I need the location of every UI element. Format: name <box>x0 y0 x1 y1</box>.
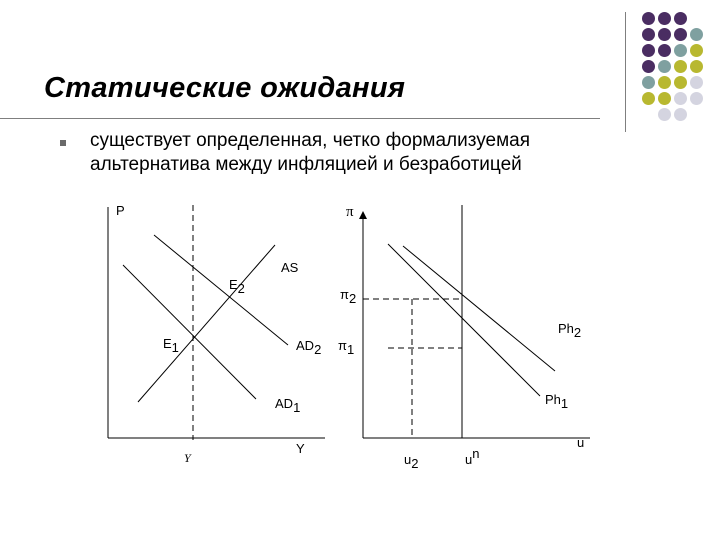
as-curve <box>138 245 275 402</box>
right-y-label: π <box>346 204 354 220</box>
as-label: AS <box>281 260 299 275</box>
u2-label: u2 <box>404 452 419 471</box>
pi1-label: π1 <box>338 338 355 357</box>
ad2-label: AD2 <box>296 338 322 357</box>
pi2-label: π2 <box>340 287 357 306</box>
ph1-curve <box>388 244 540 396</box>
natural-output-label: Y <box>184 451 191 465</box>
bullet-text: существует определенная, четко формализуемая альтернатива между инфляцией и безработицей <box>90 130 530 175</box>
ph2-label: Ph2 <box>558 321 582 340</box>
slide-title: Статические ожидания <box>44 72 406 104</box>
left-y-label: P <box>116 203 125 218</box>
un-label: un <box>465 446 480 467</box>
e1-label: E1 <box>163 336 179 355</box>
left-x-label: Y <box>296 441 305 456</box>
e2-label: E2 <box>229 277 245 296</box>
ad1-label: AD1 <box>275 396 301 415</box>
ad2-curve <box>154 235 288 345</box>
right-x-label: u <box>577 435 585 450</box>
as-ad-diagram <box>108 203 325 465</box>
ph2-curve <box>403 246 555 371</box>
ph1-label: Ph1 <box>545 392 569 411</box>
phillips-diagram <box>338 204 590 471</box>
